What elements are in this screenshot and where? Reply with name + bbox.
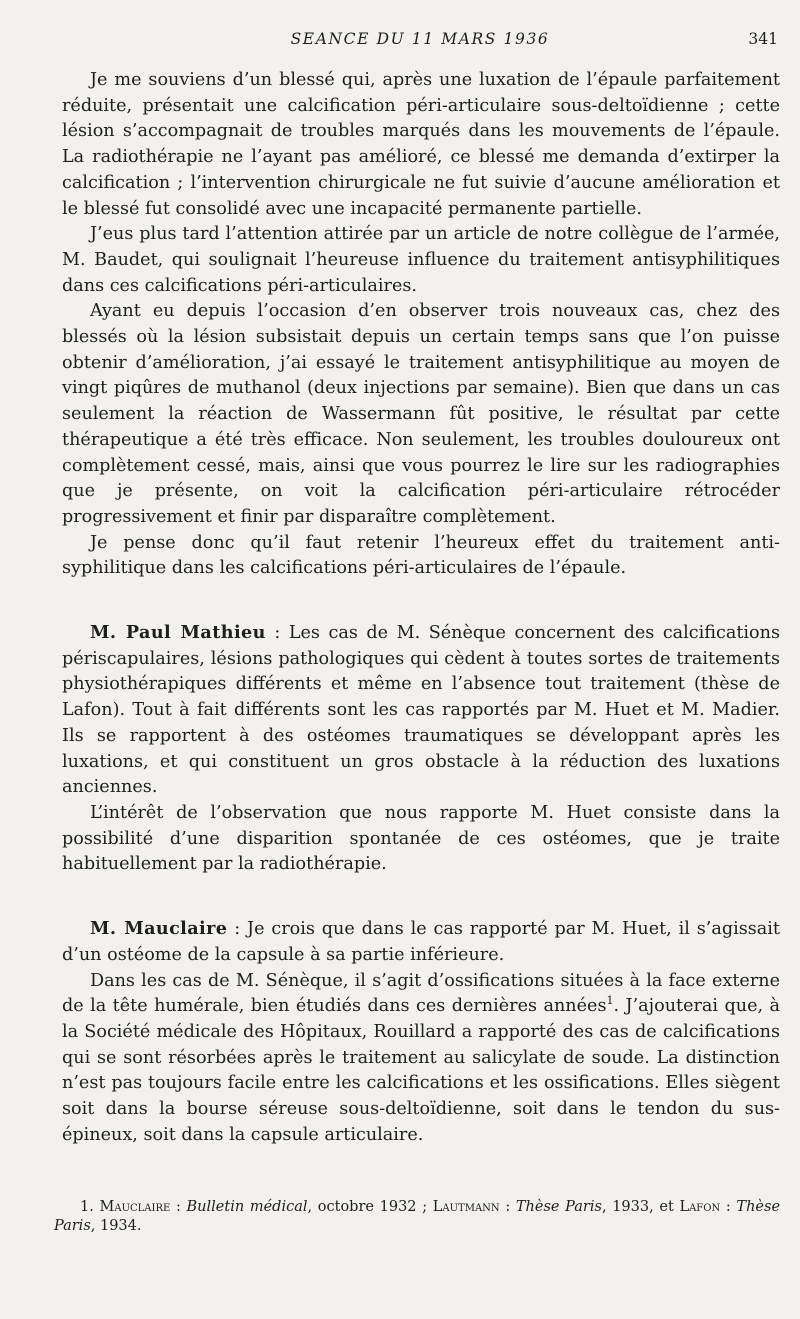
paragraph: Ayant eu depuis l’occasion d’en observer trois nouveaux cas, chez des blessés où la lésion subsistait depuis un certain temps sans que l’on puisse obtenir d’amélioration, j’ai essayé le traitement antisyphilitique au moyen de vingt piqûres de muthanol (deux injections par semaine). Bien que dans un cas seulement la réaction de Wassermann fût positive, le résultat par cette thérapeutique a été très efficace. Non seulement, les troubles douloureux ont complètement cessé, mais, ainsi que vous pourrez le lire sur les radiographies que je présente, on voit la calcification péri-articulaire rétrocéder progressivement et finir par disparaître complètement. (62, 301, 780, 527)
speaker-name: M. Mauclaire (90, 918, 228, 940)
remark-text: : Je crois que dans le cas rapporté par M. Huet, il s’agissait d’un ostéome de la capsule à sa partie inférieure. (62, 919, 780, 965)
paragraph: Je me souviens d’un blessé qui, après une luxation de l’épaule parfaitement réduite, présentait une calcification péri-articulaire sous-deltoïdienne ; cette lésion s’accompagnait de troubles marqués dans les mouvements de l’épaule. La radiothérapie ne l’ayant pas amélioré, ce blessé me demanda d’extirper la calcification ; l’intervention chirurgicale ne fut suivie d’aucune amélioration et le blessé fut consolidé avec une incapacité permanente partielle. (62, 70, 780, 219)
footnote-author: Lautmann (432, 1199, 500, 1215)
page-number: 341 (748, 30, 778, 48)
footnote-reference: 1 (606, 994, 614, 1008)
section-gap (62, 878, 780, 916)
paragraph: Je pense donc qu’il faut retenir l’heureux effet du traitement anti-syphilitique dans les calcifications péri-articulaires de l’épaule. (62, 532, 780, 579)
paragraph-part: Dans les cas de M. Sénèque, il s’agit d’ossifications situées à la face externe de la tête humérale, bien étudiés dans ces dernières années (62, 970, 780, 1017)
paragraph-part: . J’ajouterai que, à la Société médicale des Hôpitaux, Rouillard a rapporté des cas de calcifications qui se sont résorbées après le traitement au salicylate de soude. La distinction n’est pas toujours facile entre les calcifications et les ossifications. Elles siègent soit dans la bourse séreuse sous-deltoïdienne, soit dans le tendon du sus-épineux, soit dans la capsule articulaire. (62, 996, 780, 1145)
footnote-date: , octobre 1932 ; (307, 1199, 433, 1215)
footnote-journal: Thèse Paris (515, 1199, 602, 1215)
footnote-number: 1. (80, 1199, 94, 1215)
footnote-journal: Thèse Paris (54, 1199, 781, 1234)
footnote-sep: : (499, 1199, 516, 1215)
section-gap (62, 582, 780, 620)
remark-text: : Les cas de M. Sénèque concernent des calcifications périscapulaires, lésions pathologiques qui cèdent à toutes sortes de traitements physiothérapiques différents et même en l’absence tout traitement (thèse de Lafon). Tout à fait différents sont les cas rapportés par M. Huet et M. Madier. Ils se rapportent à des ostéomes traumatiques se développant après les luxations, et qui constituent un gros obstacle à la réduction des luxations anciennes. (62, 623, 780, 798)
footnote-sep: : (170, 1199, 187, 1215)
mathieu-remark (62, 620, 780, 801)
footnote-author: Mauclaire (99, 1199, 171, 1215)
footnote-date: , 1933, et (601, 1199, 680, 1215)
page-header (62, 30, 778, 54)
speaker-name: M. Paul Mathieu (90, 622, 266, 644)
paragraph: J’eus plus tard l’attention attirée par un article de notre collègue de l’armée, M. Baudet, qui soulignait l’heureuse influence du traitement antisyphilitiques dans ces calcifications péri-articulaires. (62, 224, 780, 296)
footnote-author: Lafon (679, 1199, 721, 1215)
paragraph (62, 969, 780, 1149)
footnote-journal: Bulletin médical (186, 1199, 308, 1215)
footnote-date: , 1934. (90, 1218, 142, 1234)
footnote (54, 1198, 780, 1236)
footnote-sep: : (720, 1199, 737, 1215)
mauclaire-remark (62, 916, 780, 968)
running-head: SEANCE DU 11 MARS 1936 (290, 30, 550, 48)
body-text (62, 68, 780, 1148)
paragraph: L’intérêt de l’observation que nous rapporte M. Huet consiste dans la possibilité d’une disparition spontanée de ces ostéomes, que je traite habituellement par la radiothérapie. (62, 802, 780, 875)
